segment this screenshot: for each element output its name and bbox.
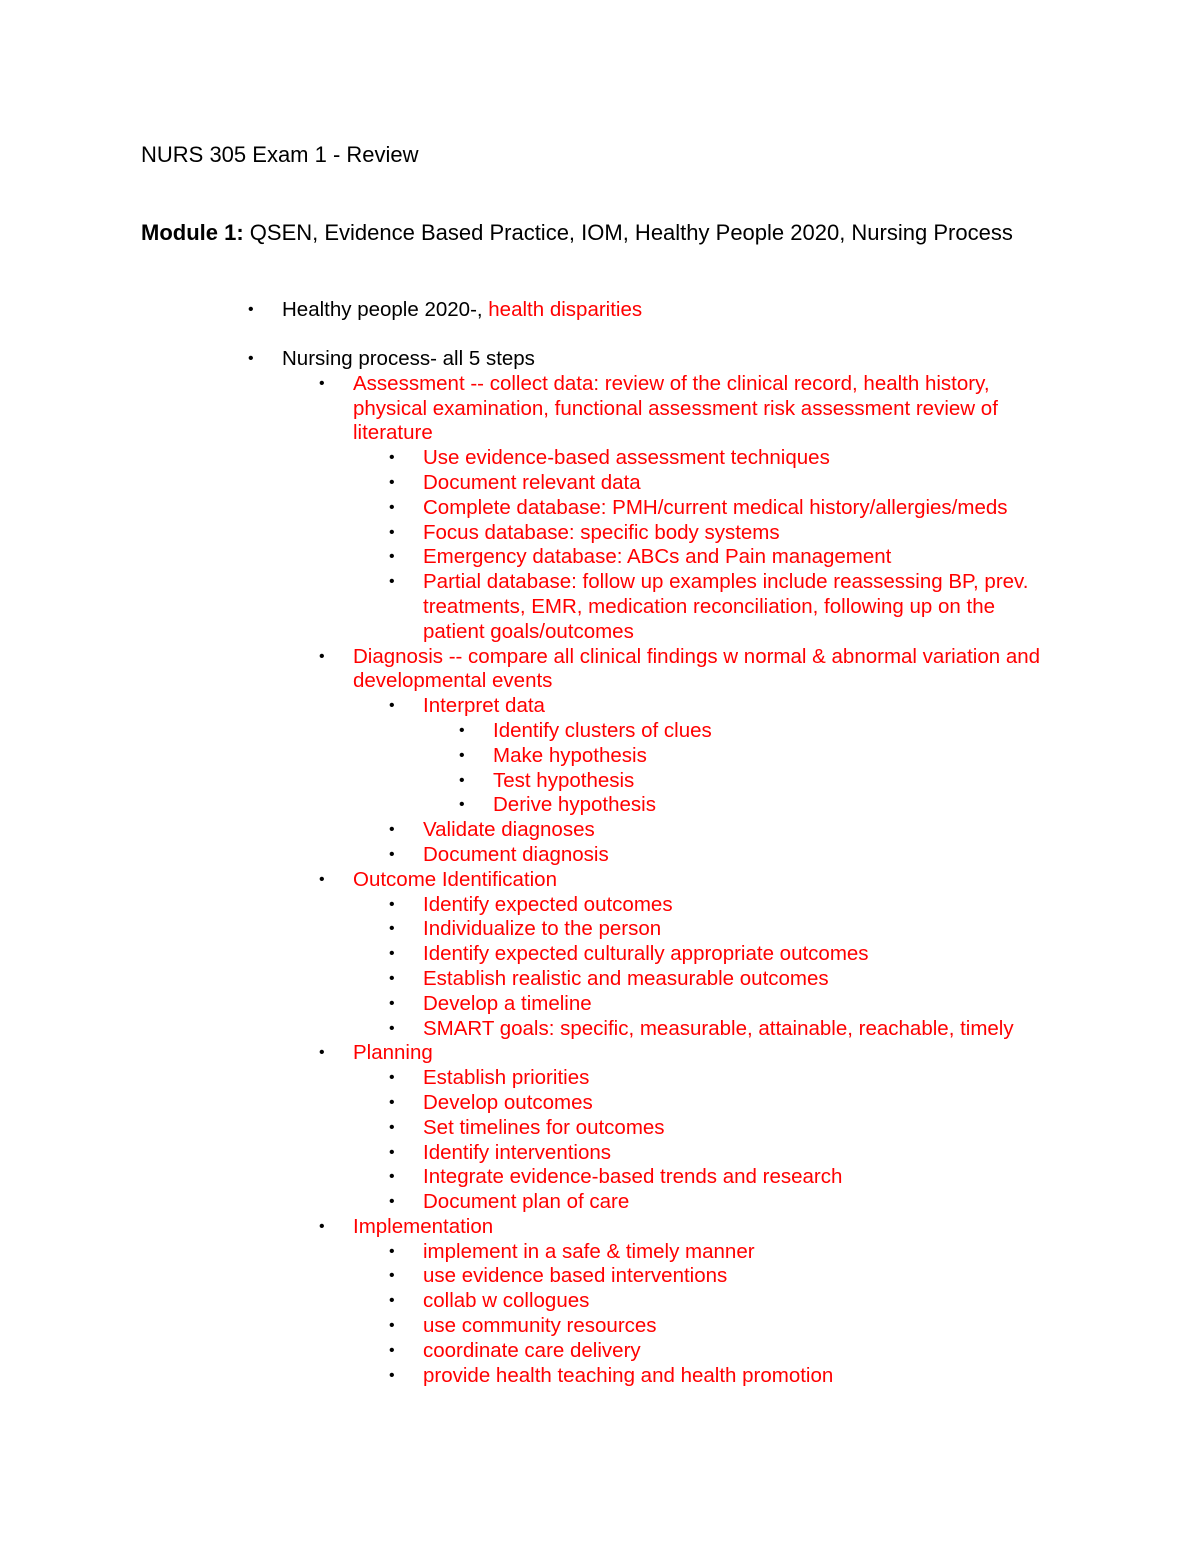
list-item-text: Document relevant data	[423, 470, 641, 494]
list-item-text: Document plan of care	[423, 1190, 630, 1214]
list-item	[389, 1338, 1062, 1364]
bullet-icon: •	[389, 1143, 395, 1161]
list-item-text: Use evidence-based assessment techniques	[423, 446, 830, 470]
module-label: Module 1:	[141, 220, 244, 245]
bullet-icon: •	[389, 1267, 395, 1285]
list-item	[389, 470, 1062, 496]
list-item-interpret-data	[389, 694, 1062, 818]
list-item	[389, 892, 1062, 918]
bullet-icon: •	[389, 1019, 395, 1037]
outcome-sublist	[389, 892, 1062, 1042]
list-item-text: Emergency database: ABCs and Pain management	[423, 545, 892, 569]
bullet-icon: •	[459, 746, 465, 764]
list-item	[389, 545, 1062, 570]
list-item	[389, 495, 1062, 521]
list-item-text: Identify interventions	[423, 1140, 612, 1164]
bullet-icon: •	[459, 721, 465, 739]
list-item	[389, 520, 1062, 546]
planning-text: Planning	[353, 1041, 433, 1065]
assessment-sublist	[389, 446, 1062, 644]
bullet-icon: •	[389, 523, 395, 541]
bullet-icon: •	[389, 994, 395, 1012]
health-disparities-text: health disparities	[488, 298, 643, 321]
list-item	[389, 1090, 1062, 1116]
bullet-icon: •	[389, 1069, 395, 1087]
list-item	[459, 793, 1062, 818]
list-item	[389, 991, 1062, 1017]
assessment-text: Assessment -- collect data: review of the clinical record, health history, physical examination, functional assessment risk assessment review of literature	[353, 371, 998, 445]
list-item-text: Integrate evidence-based trends and research	[423, 1165, 843, 1189]
nursing-steps-list	[319, 371, 1062, 1389]
list-item	[389, 1363, 1062, 1389]
list-item-text: Individualize to the person	[423, 917, 662, 941]
bullet-icon: •	[389, 1168, 395, 1186]
bullet-icon: •	[389, 1341, 395, 1359]
list-item	[389, 942, 1062, 967]
list-item-nursing-process	[248, 347, 1062, 1388]
list-item	[389, 818, 1062, 843]
list-item	[459, 768, 1062, 794]
bullet-icon: •	[389, 920, 395, 938]
planning-sublist	[389, 1066, 1062, 1215]
list-item-text: Partial database: follow up examples include reassessing BP, prev. treatments, EMR, medication reconciliation, following up on the patient goals/outcomes	[423, 570, 1029, 643]
list-item-text: Focus database: specific body systems	[423, 520, 780, 544]
bullet-icon: •	[389, 697, 395, 715]
bullet-icon: •	[248, 350, 254, 367]
list-item	[389, 570, 1062, 644]
list-item	[389, 1314, 1062, 1339]
list-item-text: Complete database: PMH/current medical history/allergies/meds	[423, 495, 1008, 519]
list-item	[389, 917, 1062, 942]
nursing-process-label: Nursing process- all 5 steps	[282, 347, 535, 370]
bullet-icon: •	[389, 969, 395, 987]
list-item	[389, 1016, 1062, 1042]
list-item	[389, 1140, 1062, 1166]
list-item	[389, 1115, 1062, 1141]
bullet-icon: •	[319, 1044, 325, 1062]
list-item	[389, 1066, 1062, 1091]
module-heading	[141, 219, 1021, 246]
outline-list-nursing-process	[248, 347, 1062, 1388]
list-item-text: Develop a timeline	[423, 991, 592, 1015]
step-diagnosis	[319, 644, 1062, 868]
list-item-text: Derive hypothesis	[493, 793, 656, 817]
list-item	[389, 1239, 1062, 1265]
list-item-text: Test hypothesis	[493, 768, 635, 792]
list-item-text: Set timelines for outcomes	[423, 1115, 665, 1139]
bullet-icon: •	[319, 374, 325, 392]
bullet-icon: •	[389, 1366, 395, 1384]
list-item-text: use evidence based interventions	[423, 1264, 728, 1288]
bullet-icon: •	[389, 1242, 395, 1260]
bullet-icon: •	[459, 771, 465, 789]
list-item	[389, 446, 1062, 471]
bullet-icon: •	[389, 548, 395, 566]
bullet-icon: •	[248, 301, 254, 318]
list-item	[389, 1264, 1062, 1289]
list-item-text: collab w collogues	[423, 1289, 590, 1313]
list-item	[389, 1190, 1062, 1215]
list-item-text: Make hypothesis	[493, 743, 647, 767]
bullet-icon: •	[389, 1093, 395, 1111]
list-item-text: provide health teaching and health promotion	[423, 1363, 834, 1387]
step-outcome-identification	[319, 867, 1062, 1042]
list-item	[459, 718, 1062, 744]
bullet-icon: •	[389, 821, 395, 839]
bullet-icon: •	[389, 498, 395, 516]
diagnosis-sublist	[389, 694, 1062, 868]
outline-list-healthy-people	[248, 298, 1062, 323]
step-planning	[319, 1041, 1062, 1215]
list-item-text: Interpret data	[423, 694, 545, 718]
step-implementation	[319, 1214, 1062, 1389]
list-item	[459, 743, 1062, 769]
list-item	[389, 966, 1062, 992]
list-item-text: Validate diagnoses	[423, 818, 595, 842]
bullet-icon: •	[389, 895, 395, 913]
list-item-text: Establish priorities	[423, 1066, 590, 1090]
implementation-text: Implementation	[353, 1214, 494, 1238]
bullet-icon: •	[389, 1193, 395, 1211]
bullet-icon: •	[389, 1317, 395, 1335]
list-item-healthy-people	[248, 298, 1062, 323]
list-item-text: Identify expected culturally appropriate outcomes	[423, 942, 869, 966]
list-item	[389, 842, 1062, 868]
healthy-people-label: Healthy people 2020-,	[282, 298, 489, 321]
bullet-icon: •	[319, 647, 325, 665]
list-item-text: use community resources	[423, 1314, 657, 1338]
interpret-sublist	[459, 718, 1062, 818]
list-item-text: Identify clusters of clues	[493, 718, 712, 742]
list-item-text: Develop outcomes	[423, 1090, 593, 1114]
bullet-icon: •	[389, 473, 395, 491]
step-assessment	[319, 371, 1062, 645]
bullet-icon: •	[389, 449, 395, 467]
list-item-text: Identify expected outcomes	[423, 892, 673, 916]
list-item-text: Document diagnosis	[423, 842, 609, 866]
bullet-icon: •	[459, 796, 465, 814]
bullet-icon: •	[319, 1217, 325, 1235]
page-title: NURS 305 Exam 1 - Review	[141, 142, 419, 167]
outcome-text: Outcome Identification	[353, 867, 557, 891]
list-item-text: coordinate care delivery	[423, 1338, 641, 1362]
list-item-text: Establish realistic and measurable outcomes	[423, 966, 829, 990]
bullet-icon: •	[389, 845, 395, 863]
list-item-text: implement in a safe & timely manner	[423, 1239, 755, 1263]
bullet-icon: •	[389, 1292, 395, 1310]
bullet-icon: •	[319, 870, 325, 888]
bullet-icon: •	[389, 573, 395, 591]
module-topics: QSEN, Evidence Based Practice, IOM, Healthy People 2020, Nursing Process	[243, 220, 1013, 245]
diagnosis-text: Diagnosis -- compare all clinical findings w normal & abnormal variation and developmental events	[353, 644, 1041, 693]
bullet-icon: •	[389, 1118, 395, 1136]
list-item	[389, 1165, 1062, 1190]
bullet-icon: •	[389, 945, 395, 963]
list-item-text: SMART goals: specific, measurable, attainable, reachable, timely	[423, 1016, 1014, 1040]
list-item	[389, 1289, 1062, 1314]
implementation-sublist	[389, 1239, 1062, 1389]
